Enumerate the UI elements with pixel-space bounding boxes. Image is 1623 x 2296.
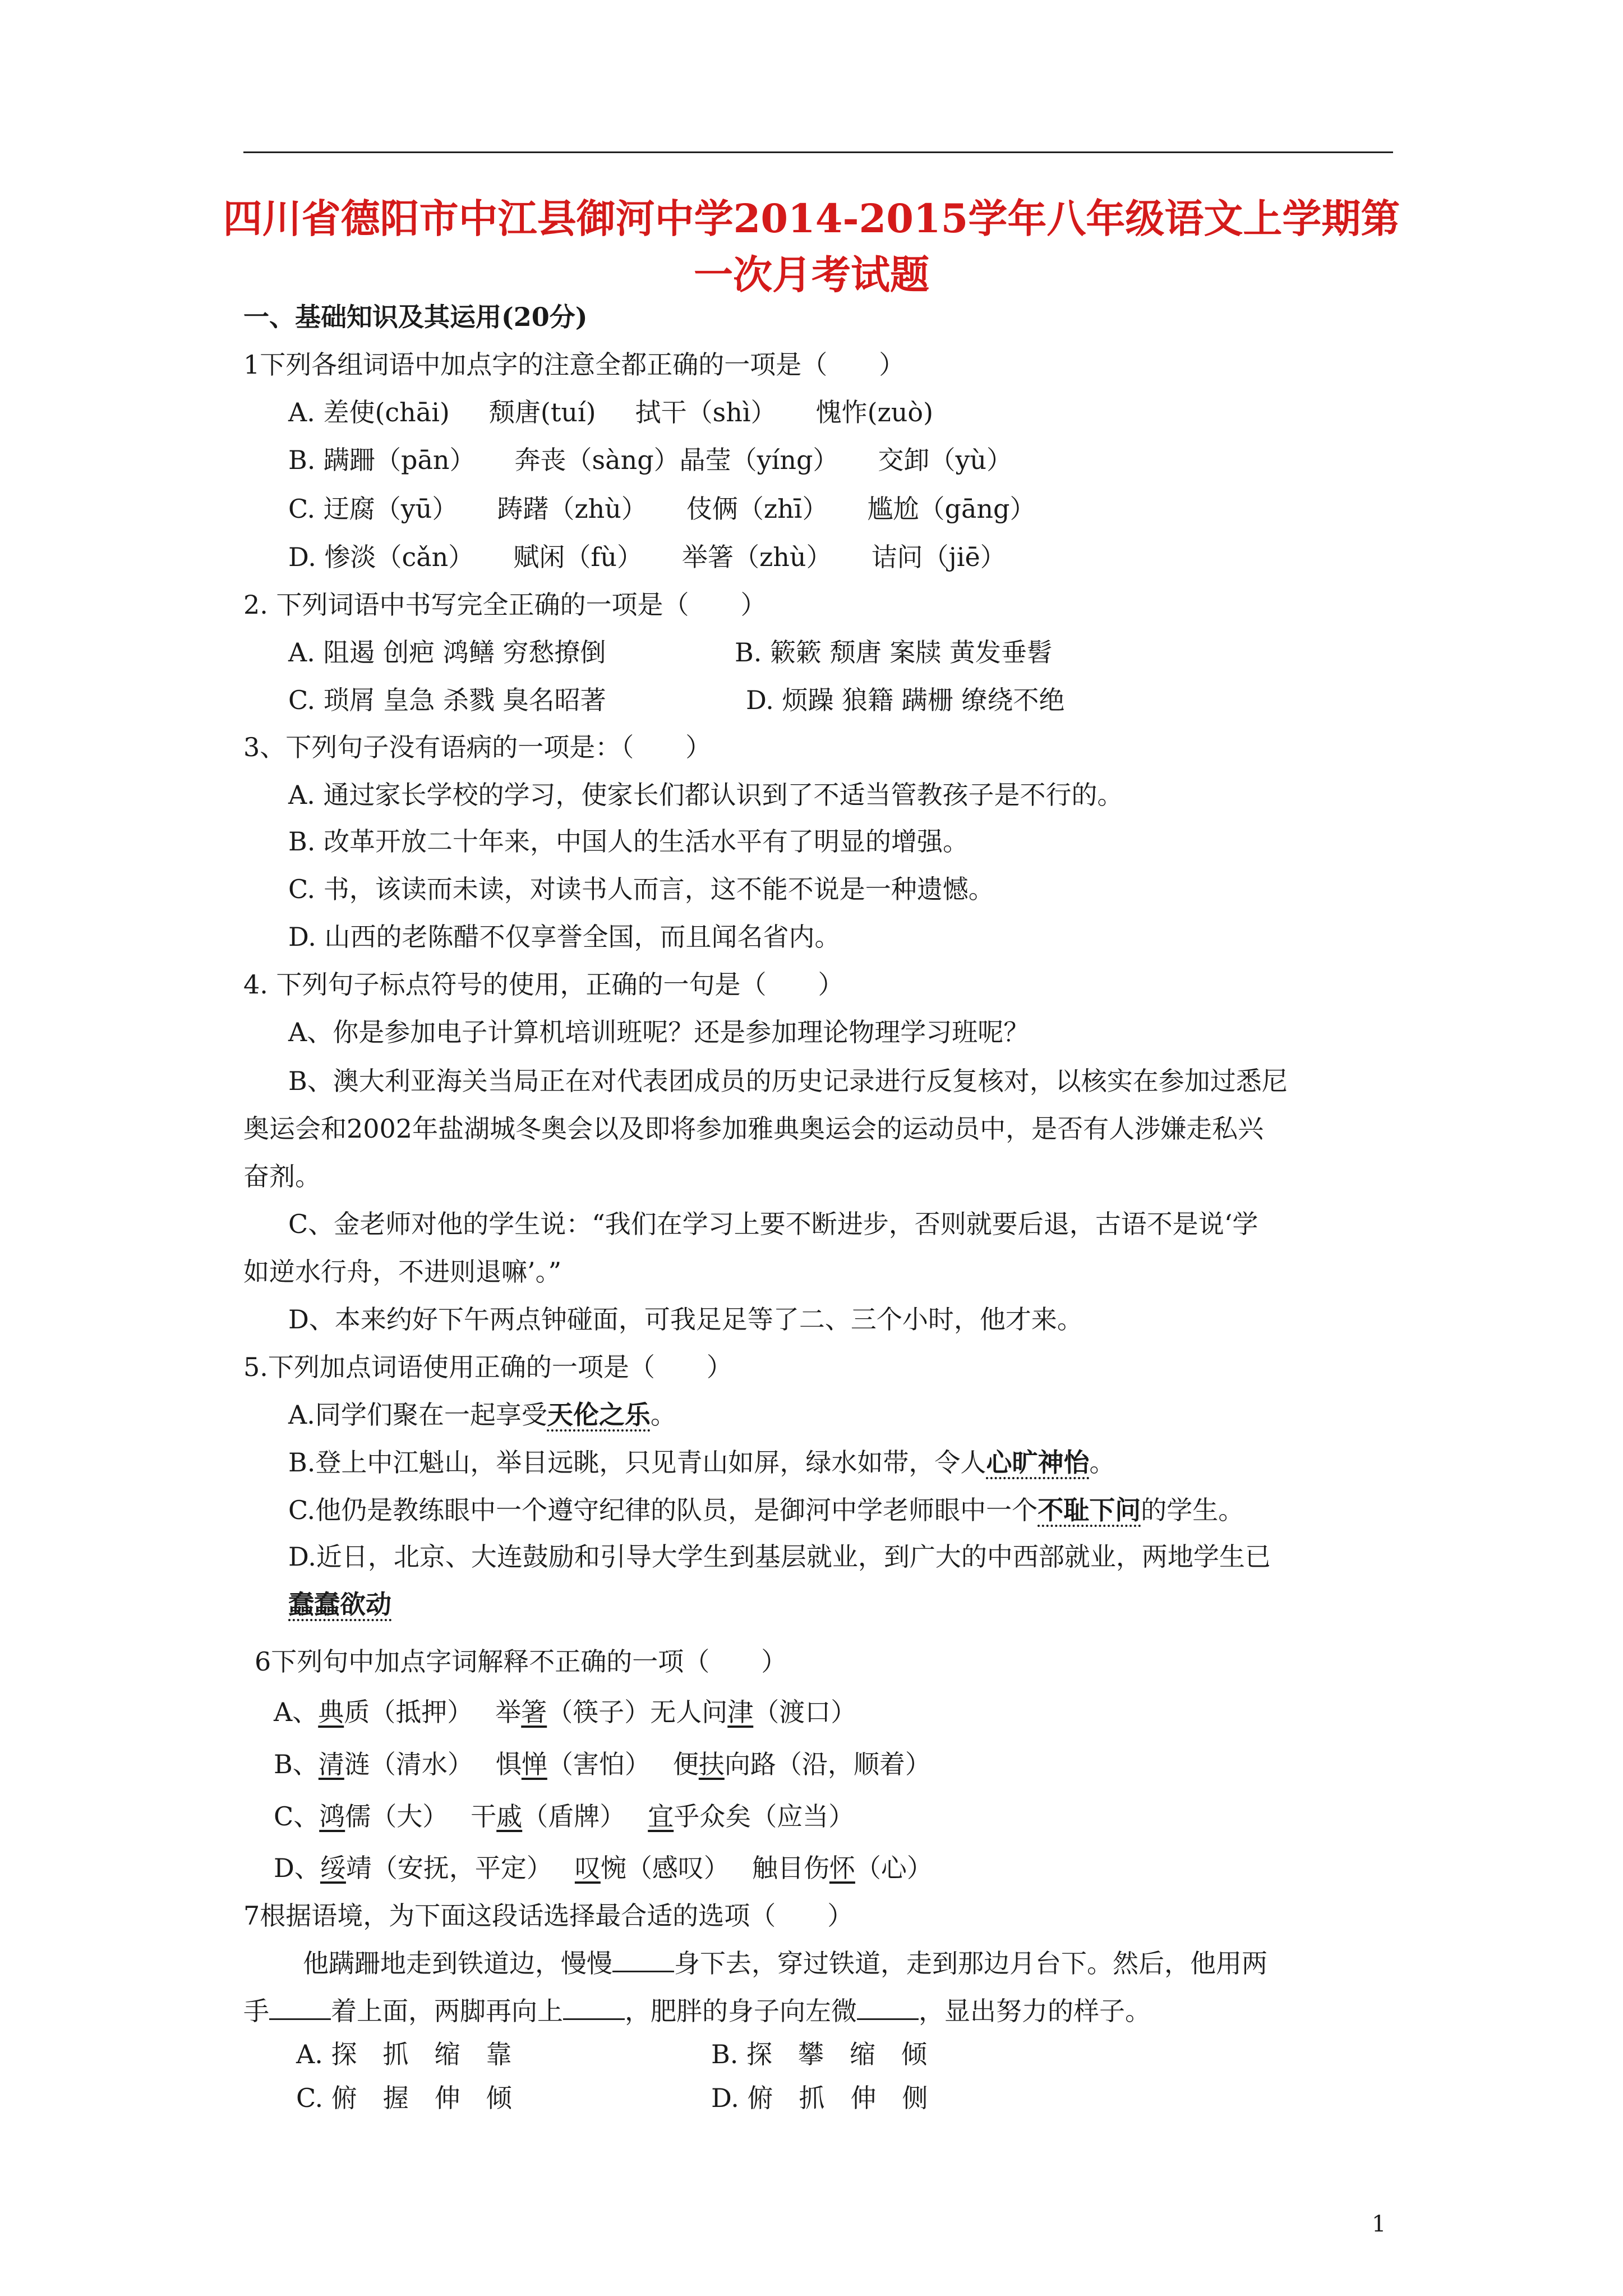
section-heading: 一、基础知识及其运用(20分)	[243, 302, 588, 332]
q6-option-d: D、绥靖（安抚，平定） 叹惋（感叹） 触目伤怀（心）	[274, 1853, 933, 1883]
dotted-term: 心旷神怡	[986, 1447, 1090, 1478]
q6-option-b: B、清涟（清水） 惧惮（害怕） 便扶向路（沿，顺着）	[274, 1749, 931, 1779]
q5-option-a: A.同学们聚在一起享受天伦之乐。	[288, 1400, 676, 1430]
q3-option-b: B. 改革开放二十年来，中国人的生活水平有了明显的增强。	[288, 826, 969, 857]
q6-option-c: C、鸿儒（大） 干戚（盾牌） 宜乎众矣（应当）	[274, 1801, 855, 1832]
q1-option-b: B. 蹒跚（pān） 奔丧（sàng）晶莹（yíng） 交卸（yù）	[288, 445, 1013, 475]
dotted-term: 不耻下问	[1038, 1495, 1141, 1525]
question-4-stem: 4. 下列句子标点符号的使用，正确的一句是（ ）	[243, 969, 844, 1000]
q2-option-d: D. 烦躁 狼籍 蹒栅 缭绕不绝	[746, 685, 1065, 715]
fill-blank	[269, 1996, 331, 2020]
title-line-2: 一次月考试题	[694, 251, 929, 298]
q4-option-b-line3: 奋剂。	[243, 1161, 321, 1191]
q7-option-d: D. 俯 抓 伸 侧	[711, 2083, 928, 2113]
q4-option-a: A、你是参加电子计算机培训班呢？还是参加理论物理学习班呢？	[288, 1017, 1030, 1047]
title-line-1: 四川省德阳市中江县御河中学2014-2015学年八年级语文上学期第	[223, 195, 1400, 242]
q7-option-c: C. 俯 握 伸 倾	[296, 2083, 512, 2113]
question-2-stem: 2. 下列词语中书写完全正确的一项是（ ）	[243, 590, 767, 620]
q4-option-c-line1: C、金老师对他的学生说：“我们在学习上要不断进步，否则就要后退，古语不是说‘学	[288, 1209, 1258, 1239]
q6-option-a: A、典质（抵押） 举箸（筷子）无人问津（渡口）	[274, 1697, 857, 1727]
q1-option-a: A. 差使(chāi) 颓唐(tuí) 拭干（shì） 愧怍(zuò)	[288, 397, 934, 427]
q5-option-c: C.他仍是教练眼中一个遵守纪律的队员，是御河中学老师眼中一个不耻下问的学生。	[288, 1495, 1244, 1525]
fill-blank	[563, 1996, 625, 2020]
q4-option-b-line2: 奥运会和2002年盐湖城冬奥会以及即将参加雅典奥运会的运动员中，是否有人涉嫌走私兴	[243, 1114, 1264, 1144]
q3-option-c: C. 书，该读而未读，对读书人而言，这不能不说是一种遗憾。	[288, 874, 994, 904]
question-1-stem: 1下列各组词语中加点字的注意全都正确的一项是（ ）	[243, 349, 905, 380]
q2-option-b: B. 簌簌 颓唐 案牍 黄发垂髫	[735, 637, 1053, 668]
q7-passage-line2: 手 着上面，两脚再向上 ，肥胖的身子向左微 ，显出努力的样子。	[243, 1996, 1151, 2026]
q7-option-b: B. 探 攀 缩 倾	[711, 2039, 928, 2069]
q1-option-c: C. 迂腐（yū） 踌躇（zhù） 伎俩（zhī） 尴尬（gāng）	[288, 494, 1036, 524]
header-rule	[243, 151, 1393, 153]
document-title	[168, 191, 1455, 303]
q3-option-d: D. 山西的老陈醋不仅享誉全国，而且闻名省内。	[288, 922, 841, 952]
q4-option-c-line2: 如逆水行舟，不进则退嘛’。”	[243, 1257, 562, 1287]
question-7-stem: 7根据语境，为下面这段话选择最合适的选项（ ）	[243, 1901, 854, 1931]
q5-option-d-term: 蠢蠢欲动	[288, 1589, 391, 1619]
question-5-stem: 5.下列加点词语使用正确的一项是（ ）	[243, 1352, 732, 1382]
q4-option-b-line1: B、澳大利亚海关当局正在对代表团成员的历史记录进行反复核对，以核实在参加过悉尼	[288, 1066, 1288, 1096]
dotted-term: 天伦之乐	[547, 1400, 651, 1430]
question-6-stem: 6下列句中加点字词解释不正确的一项（ ）	[255, 1646, 787, 1677]
q3-option-a: A. 通过家长学校的学习，使家长们都认识到了不适当管教孩子是不行的。	[288, 780, 1123, 810]
q7-passage-line1: 他蹒跚地走到铁道边，慢慢 身下去，穿过铁道，走到那边月台下。然后，他用两	[303, 1948, 1267, 1978]
q1-option-d: D. 惨淡（cǎn） 赋闲（fù） 举箸（zhù） 诘问（jiē）	[288, 542, 1006, 572]
q5-option-d-line1: D.近日，北京、大连鼓励和引导大学生到基层就业，到广大的中西部就业，两地学生已	[288, 1542, 1271, 1572]
fill-blank	[612, 1948, 674, 1972]
q5-option-b: B.登上中江魁山，举目远眺，只见青山如屏，绿水如带，令人心旷神怡。	[288, 1447, 1115, 1478]
fill-blank	[857, 1996, 919, 2020]
q2-option-a: A. 阻遏 创疤 鸿鳝 穷愁撩倒	[288, 637, 606, 668]
q2-option-c: C. 琐屑 皇急 杀戮 臭名昭著	[288, 685, 606, 715]
q4-option-d: D、本来约好下午两点钟碰面，可我足足等了二、三个小时，他才来。	[288, 1304, 1083, 1335]
q7-option-a: A. 探 抓 缩 靠	[296, 2039, 512, 2069]
question-3-stem: 3、下列句子没有语病的一项是：（ ）	[243, 732, 712, 762]
page-number: 1	[1372, 2211, 1386, 2237]
